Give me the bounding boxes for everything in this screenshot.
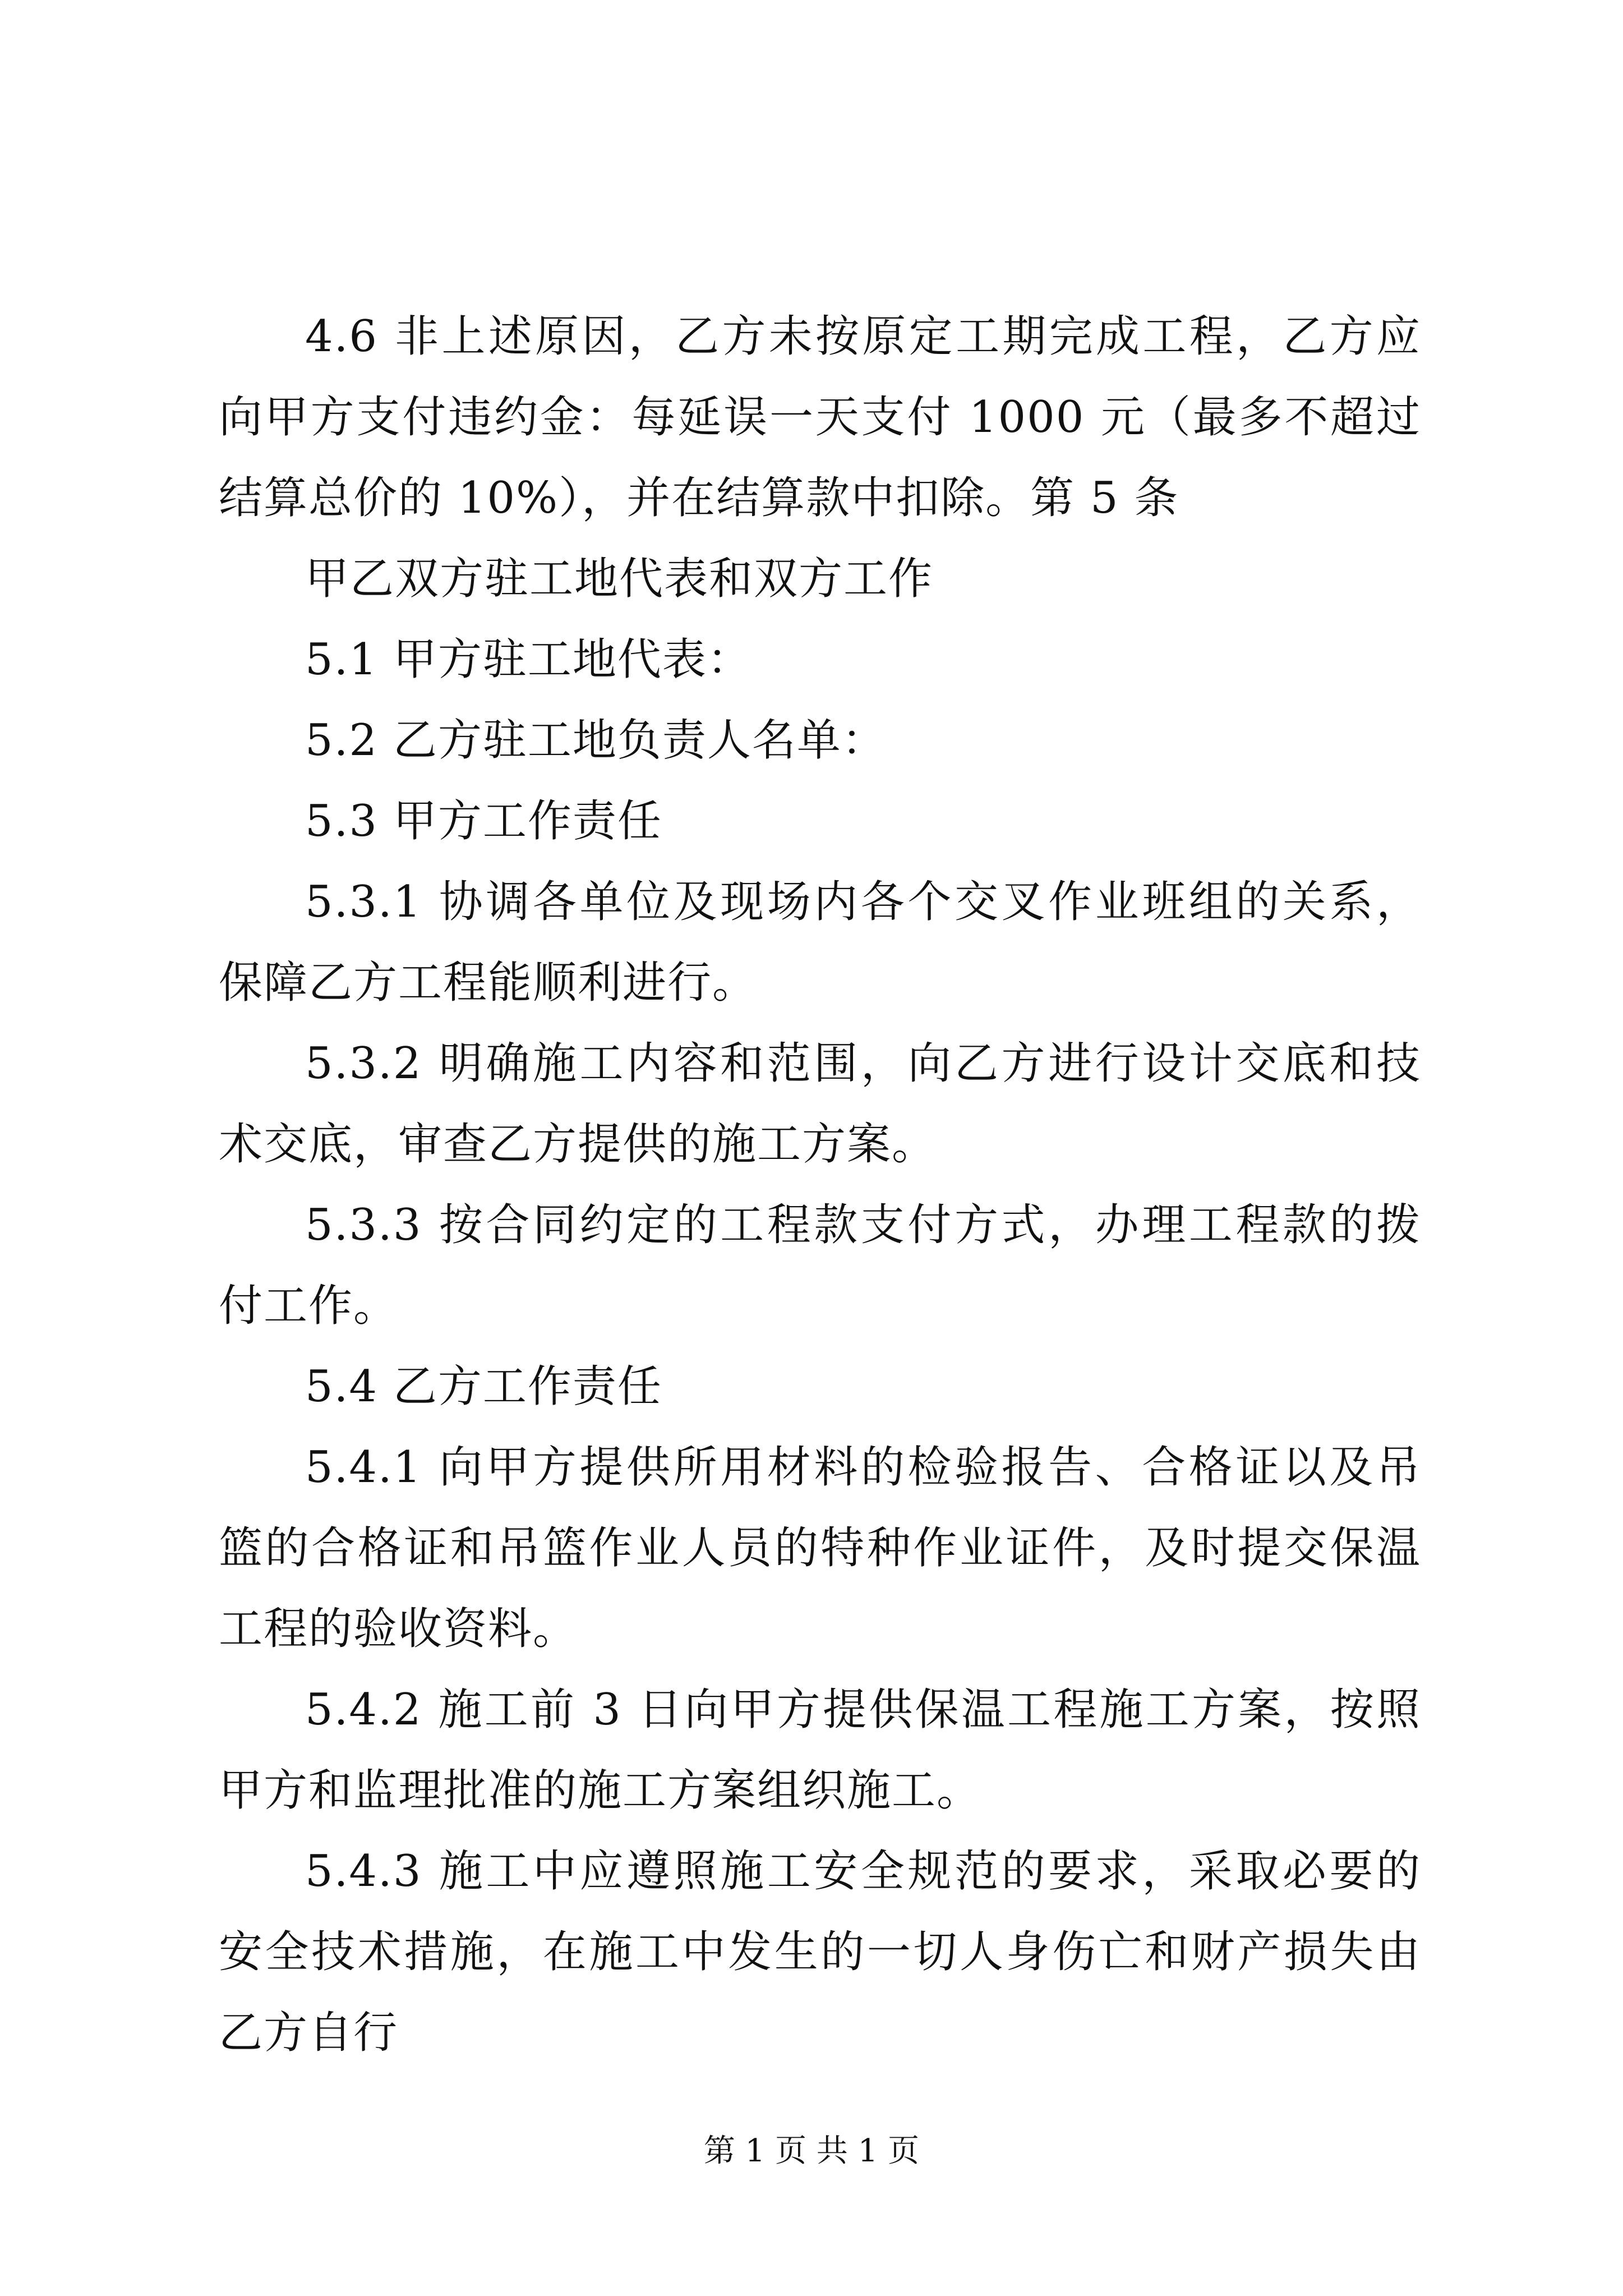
paragraph-5-3-2: 5.3.2 明确施工内容和范围，向乙方进行设计交底和技术交底，审查乙方提供的施工方案。 — [219, 1038, 1421, 1170]
document-body — [219, 296, 1421, 2073]
paragraph-5-2: 5.2 乙方驻工地负责人名单： — [305, 715, 887, 766]
paragraph-5-4: 5.4 乙方工作责任 — [305, 1361, 662, 1412]
page-footer: 第 1 页 共 1 页 — [703, 2133, 920, 2169]
paragraph-5-3-1: 5.3.1 协调各单位及现场内各个交叉作业班组的关系，保障乙方工程能顺利进行。 — [219, 877, 1421, 1008]
paragraph-5-1: 5.1 甲方驻工地代表： — [305, 634, 752, 685]
paragraph-5-4-3: 5.4.3 施工中应遵照施工安全规范的要求，采取必要的安全技术措施，在施工中发生的一切人身伤亡和财产损失由乙方自行 — [219, 1846, 1421, 2058]
paragraph-5-4-2: 5.4.2 施工前 3 日向甲方提供保温工程施工方案，按照甲方和监理批准的施工方案组织施工。 — [219, 1685, 1421, 1816]
paragraph-5-4-1: 5.4.1 向甲方提供所用材料的检验报告、合格证以及吊篮的合格证和吊篮作业人员的特种作业证件，及时提交保温工程的验收资料。 — [219, 1442, 1421, 1654]
paragraph-5-3-3: 5.3.3 按合同约定的工程款支付方式，办理工程款的拨付工作。 — [219, 1200, 1421, 1331]
paragraph-section-5-heading: 甲乙双方驻工地代表和双方工作 — [305, 554, 934, 604]
paragraph-5-3: 5.3 甲方工作责任 — [305, 796, 662, 846]
paragraph-4-6: 4.6 非上述原因，乙方未按原定工期完成工程，乙方应向甲方支付违约金：每延误一天支付 1000 元（最多不超过结算总价的 10%），并在结算款中扣除。第 5 条 — [219, 311, 1421, 523]
